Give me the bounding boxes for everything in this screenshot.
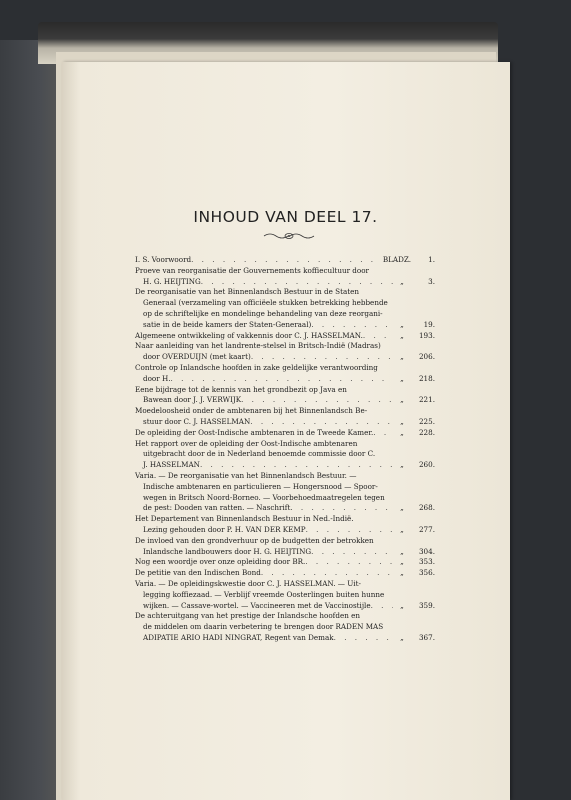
toc-entry-text: Naar aanleiding van het landrente-stelsel in Britsch-Indië (Madras) xyxy=(135,341,381,351)
toc-entry-text: de middelen om daarin verbetering te brengen door RADEN MAS xyxy=(143,622,384,632)
toc-entry-text: Generaal (verzameling van officiëele stukken betrekking hebbende xyxy=(143,298,388,308)
ornament-divider-icon xyxy=(262,231,316,241)
ditto-mark: „ xyxy=(400,276,404,286)
leader-dots xyxy=(311,320,393,331)
ditto-mark: „ xyxy=(400,395,404,405)
toc-entry-text: Indische ambtenaren en particulieren — Hongersnood — Spoor- xyxy=(143,481,378,491)
page-number: 304. xyxy=(418,546,435,556)
table-of-contents xyxy=(135,255,435,644)
page-number: 367. xyxy=(418,632,435,642)
toc-entry-text: De reorganisatie van het Binnenlandsch Bestuur in de Staten xyxy=(135,287,360,297)
toc-entry xyxy=(135,514,435,536)
ditto-mark: „ xyxy=(400,319,404,329)
toc-entry-text: wegen in Britsch Noord-Borneo. — Voorbehoedmaatregelen tegen xyxy=(143,492,385,502)
ditto-mark: „ xyxy=(400,546,404,556)
page-number: 228. xyxy=(418,427,435,437)
toc-entry-text: Proeve van reorganisatie der Gouvernements koffiecultuur door xyxy=(135,265,369,275)
toc-entry-text: Lezing gehouden door P. H. VAN DER KEMP xyxy=(143,524,306,534)
page-number: 221. xyxy=(418,395,435,405)
page-number: 218. xyxy=(418,373,435,383)
toc-entry-text: J. HASSELMAN xyxy=(143,460,200,470)
page-number: 3. xyxy=(428,276,435,286)
leader-dots xyxy=(191,255,379,266)
toc-entry xyxy=(135,266,435,288)
page-number: 353. xyxy=(418,557,435,567)
toc-entry-text: Varia. — De reorganisatie van het Binnenlandsch Bestuur. — xyxy=(135,470,357,480)
toc-entry xyxy=(135,363,435,385)
toc-entry-text: Inlandsche landbouwers door H. G. HEIJTING xyxy=(143,546,312,556)
leader-dots xyxy=(250,417,393,428)
leader-dots xyxy=(305,557,393,568)
bladz-label: BLADZ. xyxy=(382,255,411,264)
toc-entry-text: Het rapport over de opleiding der Oost-Indische ambtenaren xyxy=(135,438,358,448)
toc-entry xyxy=(135,471,435,514)
ditto-mark: „ xyxy=(400,460,404,470)
leader-dots xyxy=(200,460,393,471)
toc-entry-text: door OVERDUIJN (met kaart) xyxy=(143,352,251,362)
toc-entry-text: Bawean door J. J. VERWIJK xyxy=(143,395,242,405)
toc-entry-text: de pest: Dooden van ratten. — Naschrift xyxy=(143,503,291,513)
toc-entry xyxy=(135,385,435,407)
leader-dots xyxy=(201,277,393,288)
leader-dots xyxy=(311,547,393,558)
leader-dots xyxy=(334,633,393,644)
toc-entry xyxy=(135,255,435,266)
ditto-mark: „ xyxy=(400,427,404,437)
leader-dots xyxy=(171,374,393,385)
page-number: 225. xyxy=(418,416,435,426)
ditto-mark: „ xyxy=(400,352,404,362)
page-number: 19. xyxy=(423,319,435,329)
page-number: 277. xyxy=(418,524,435,534)
ditto-mark: „ xyxy=(400,373,404,383)
toc-entry xyxy=(135,568,435,579)
toc-entry-text: Eene bijdrage tot de kennis van het grondbezit op Java en xyxy=(135,384,347,394)
leader-dots xyxy=(306,525,393,536)
toc-entry-text: De petitie van den Indischen Bond xyxy=(135,568,261,578)
leader-dots xyxy=(261,568,393,579)
ditto-mark: „ xyxy=(400,524,404,534)
toc-entry-text: door H. xyxy=(143,373,171,383)
toc-entry-text: wijken. — Cassave-wortel. — Vaccineeren met de Vaccinostijle xyxy=(143,600,371,610)
toc-entry xyxy=(135,536,435,558)
leader-dots xyxy=(241,395,393,406)
toc-entry-text: Nog een woordje over onze opleiding door BR. xyxy=(135,557,306,567)
toc-entry xyxy=(135,579,435,611)
leader-dots xyxy=(363,331,393,342)
ditto-mark: „ xyxy=(400,568,404,578)
toc-entry xyxy=(135,439,435,471)
page-number: 359. xyxy=(418,600,435,610)
page-number: 260. xyxy=(418,460,435,470)
toc-entry xyxy=(135,428,435,439)
ditto-mark: „ xyxy=(400,330,404,340)
leader-dots xyxy=(251,352,393,363)
toc-entry-text: De invloed van den grondverhuur op de budgetten der betrokken xyxy=(135,535,374,545)
toc-entry-text: op de schriftelijke en mondelinge behandeling van deze reorgani- xyxy=(143,308,383,318)
toc-entry-text: Controle op Inlandsche hoofden in zake geldelijke verantwoording xyxy=(135,362,378,372)
toc-entry xyxy=(135,406,435,428)
toc-entry-text: stuur door C. J. HASSELMAN xyxy=(143,416,251,426)
page-number: 1. xyxy=(428,255,435,264)
ditto-mark: „ xyxy=(400,632,404,642)
page-number: 268. xyxy=(418,503,435,513)
page-number: 206. xyxy=(418,352,435,362)
toc-entry-text: H. G. HEIJTING xyxy=(143,276,201,286)
ditto-mark: „ xyxy=(400,503,404,513)
toc-entry-text: De opleiding der Oost-Indische ambtenaren in de Tweede Kamer. xyxy=(135,427,374,437)
toc-entry xyxy=(135,287,435,330)
toc-entry-text: I. S. Voorwoord xyxy=(135,255,192,264)
page-number: 356. xyxy=(418,568,435,578)
toc-entry-text: Het Departement van Binnenlandsch Bestuur in Ned.-Indië. xyxy=(135,514,354,524)
toc-entry-text: legging koffiezaad. — Verblijf vreemde Oosterlingen buiten hunne xyxy=(143,589,385,599)
toc-entry xyxy=(135,331,435,342)
leader-dots xyxy=(371,601,393,612)
toc-entry xyxy=(135,611,435,643)
ditto-mark: „ xyxy=(400,416,404,426)
toc-entry-text: satie in de beide kamers der Staten-Generaal) xyxy=(143,319,312,329)
toc-entry-text: Algemeene ontwikkeling of vakkennis door C. J. HASSELMAN. xyxy=(135,330,363,340)
toc-entry-text: Moedeloosheid onder de ambtenaren bij het Binnenlandsch Be- xyxy=(135,406,368,416)
toc-entry-text: Varia. — De opleidingskwestie door C. J. HASSELMAN. — Uit- xyxy=(135,578,361,588)
ditto-mark: „ xyxy=(400,600,404,610)
toc-entry xyxy=(135,341,435,363)
toc-entry-text: ADIPATIE ARIO HADI NINGRAT, Regent van Demak xyxy=(143,632,334,642)
toc-entry-text: De achteruitgang van het prestige der Inlandsche hoofden en xyxy=(135,611,360,621)
page-number: 193. xyxy=(418,330,435,340)
leader-dots xyxy=(373,428,393,439)
toc-entry-text: uitgebracht door de in Nederland benoemde commissie door C. xyxy=(143,449,376,459)
toc-entry xyxy=(135,557,435,568)
page-title: INHOUD VAN DEEL 17. xyxy=(193,208,378,226)
ditto-mark: „ xyxy=(400,557,404,567)
leader-dots xyxy=(290,503,393,514)
